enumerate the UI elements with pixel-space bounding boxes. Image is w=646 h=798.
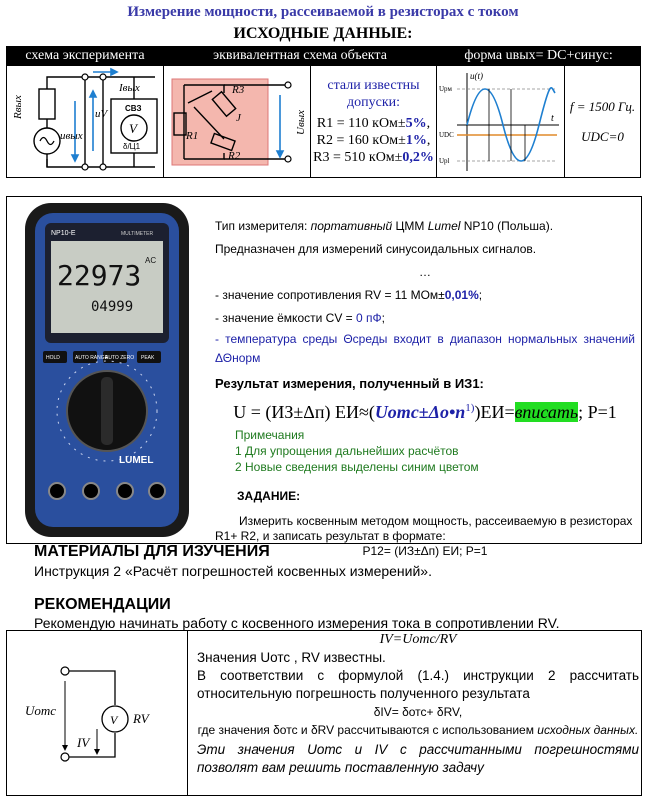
equivalent-schematic [164,67,310,177]
col-header-waveform: форма uвых= DC+синус: [437,47,641,66]
rec-formula: IV=Uотс/RV [379,632,457,647]
result-heading: Результат измерения, полученный в ИЗ1: [215,376,484,391]
rec-line-2: В соответствии с формулой (1.4.) инструкции 2 рассчитать относительную погрешность полученного результата [197,668,639,701]
notes [235,427,635,475]
experiment-schematic [7,67,163,177]
rec-line-3: δIV= δотс+ δRV, [373,705,463,719]
tolerance-r3: R3 = 510 кОм±0,2% [313,150,434,165]
label-i-out: Iвых [119,81,140,94]
recommendations-text: Рекомендую начинать работу с косвенного измерения тока в сопротивлении RV. [34,615,560,631]
meter-button-peak-label: PEAK [141,355,155,361]
meter-temperature: - температура среды Θсреды входит в диапазон нормальных значений ΔΘнорм [215,332,635,365]
diagram-r-label: RV [133,711,149,726]
label-r-out: Rвых [12,94,24,119]
rec-line-4: где значения δотс и δRV рассчитываются с использованием исходных данных. [197,723,639,737]
rec-line-1: Значения Uотс , RV известны. [197,650,386,665]
axis-u-t: u(t) [470,70,484,81]
meter-jack-1 [49,483,65,499]
label-r2: R2 [228,149,241,162]
page-title: Измерение мощности, рассеиваемой в резисторах с током [127,4,519,20]
label-u-out: uвых [60,129,83,142]
meter-model: NP10-E [51,230,76,237]
label-u-max: Uрм [439,84,452,93]
col-header-equivalent: эквивалентная схема объекта [164,47,437,66]
tolerances-heading: стали известны допуски: [327,78,420,110]
waveform-plot [437,67,564,177]
meter-capacitance: - значение ёмкости CV = 0 пФ; [215,311,385,325]
meter-type: Тип измерителя: портативный ЦММ Lumel NP10 (Польша). [215,219,554,233]
task-format: P12= (ИЗ±Δп) ЕИ; P=1 [362,544,488,558]
label-r1: R1 [186,129,199,142]
meter-jack-3 [117,483,133,499]
axis-t: t [551,112,554,124]
experiment-schematic-cell [7,66,164,178]
meter-jack-4 [149,483,165,499]
meter-purpose: Предназначен для измерений синусоидальных сигналов. [215,242,537,256]
tolerance-r2: R2 = 160 кОм±1%, [316,133,431,148]
recommendations-heading: РЕКОМЕНДАЦИИ [34,596,171,613]
task-text: Измерить косвенным методом мощность, рассеиваемую в резисторах R1+ R2, и записать результат в формате: [215,514,633,543]
label-r3: R3 [232,83,245,96]
diagram-i-label: IV [77,735,90,750]
materials-heading: МАТЕРИАЛЫ ДЛЯ ИЗУЧЕНИЯ [34,543,270,560]
meter-jack-2 [83,483,99,499]
meter-range: δ/Ц1 [123,141,141,151]
source-data-heading: ИСХОДНЫЕ ДАННЫЕ: [233,25,413,42]
task-heading: ЗАДАНИЕ: [237,489,301,503]
label-uv: uV [95,107,108,120]
result-formula: U = (ИЗ±Δп) $ЕИ\approx(Uотс\pm\Delta о•п^{1)})ЕИ=вписать$; P=1 [233,402,617,422]
current-schematic [25,659,177,769]
waveform-cell [437,66,565,178]
dc-value: UDC=0 [581,128,624,144]
diagram-v-label: V [110,713,118,727]
meter-button-hold-label: HOLD [46,355,60,361]
meter-button-auto-range-label: AUTO RANGE [75,355,108,361]
label-u-out-eq: Uвых [295,109,307,135]
recommendation-text [197,631,639,777]
frequency-cell [565,66,641,178]
frequency-value: f = 1500 Гц. [569,98,636,114]
label-u-min: Upl [439,156,450,165]
source-data-table [6,46,641,178]
materials-text: Инструкция 2 «Расчёт погрешностей косвенных измерений». [34,563,432,579]
label-u-dc: UDC [439,130,454,139]
meter-main-reading: 22973 [57,259,142,292]
meter-resistance: - значение сопротивления RV = 11 МОм±0,01%; [215,288,483,302]
multimeter-photo [21,201,193,541]
label-j: J [236,111,241,124]
col-header-experiment: схема эксперимента [7,47,164,66]
note-1: 1 Для упрощения дальнейших расчётов [235,444,459,458]
meter-ellipsis: … [419,265,431,279]
meter-v: V [129,120,137,136]
formula-placeholder[interactable]: вписать [514,402,579,422]
meter-sub-reading: 04999 [91,299,134,315]
tolerance-r1: R1 = 110 кОм±5%, [316,116,431,131]
notes-heading: Примечания [235,428,305,442]
source-resistor [39,89,55,119]
equivalent-schematic-cell [164,66,311,178]
meter-brand-small: MULTIMETER [121,231,154,237]
meter-name: СВЗ [125,103,142,113]
tolerances-cell [311,66,437,178]
recommendation-box [6,630,642,796]
meter-button-auto-zero-label: AUTO ZERO [105,355,135,361]
meter-ac: AC [145,256,157,265]
meter-brand: LUMEL [119,455,154,466]
rec-line-5: Эти значения Uотс и IV с рассчитанными погрешностями позволят вам решить поставленную задачу [197,742,639,775]
meter-description [215,215,635,559]
diagram-u-label: Uотс [25,703,57,718]
note-2: 2 Новые сведения выделены синим цветом [235,460,479,474]
